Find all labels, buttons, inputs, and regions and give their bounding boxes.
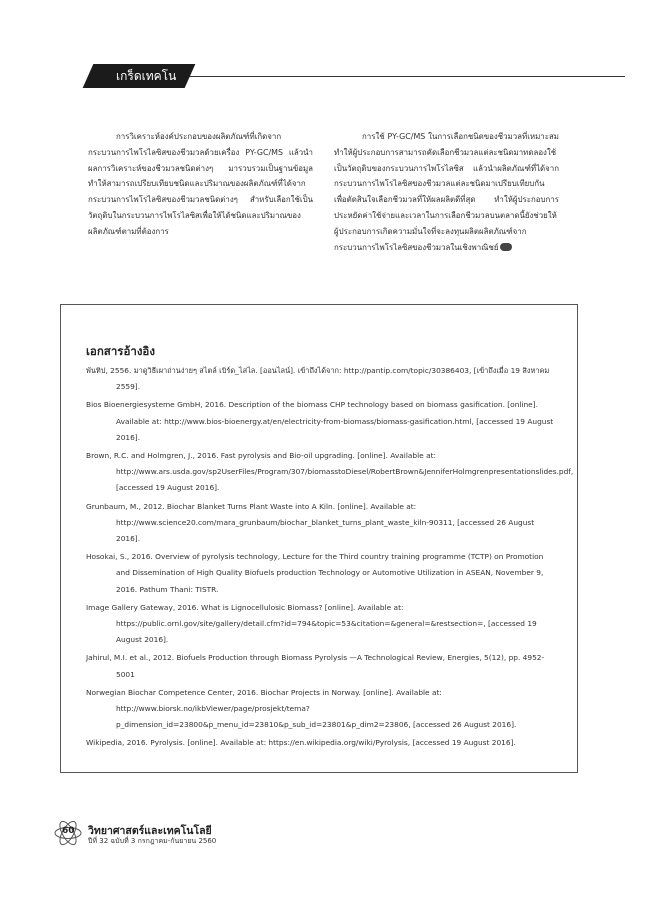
paragraph: การวิเคราะห์องค์ประกอบของผลิตภัณฑ์ที่เกิดจากกระบวนการไพโรไลซิสของชีวมวลด้วยเครื่อง PY-GC/MS แล้วนำผลการวิเคราะห์ของชีวมวลชนิดต่างๆ มารวบรวมเป็นฐานข้อมูล ทำให้สามารถเปรียบเทียบชนิดและปริมาณของผลิตภัณฑ์ที่ได้จากกระบวนการไพโรไลซิสของชีวมวลชนิดต่างๆ สำหรับเลือกใช้เป็นวัตถุดิบในกระบวนการไพโรไลซิสเพื่อให้ได้ชนิดและปริมาณของผลิตภัณฑ์ตามที่ต้องการ — [88, 132, 313, 236]
reference-item: Grunbaum, M., 2012. Biochar Blanket Turns Plant Waste into A Kiln. [online]. Available at: http://www.science20.com/mara_grunbaum/biochar_blanket_turns_plant_waste_kiln-90311, [accessed 26 August 2016]. — [86, 501, 535, 544]
reference-item: Bios Bioenergiesysteme GmbH, 2016. Description of the biomass CHP technology based on biomass gasification. [online]. Available at: http://www.bios-bioenergy.at/en/electricity-from-biomass/biomass-gasification.html, [accessed 19 August 2016]. — [86, 400, 554, 442]
article-column-right — [334, 129, 559, 255]
references-list — [86, 363, 574, 754]
page-number: 60 — [62, 826, 75, 836]
reference-item: Jahirul, M.I. et al., 2012. Biofuels Production through Biomass Pyrolysis —A Technological Review, Energies, 5(12), pp. 4952-5001 — [86, 653, 545, 679]
magazine-title: วิทยาศาสตร์และเทคโนโลยี — [88, 825, 212, 837]
references-title: เอกสารอ้างอิง — [86, 344, 155, 358]
reference-item: Hosokai, S., 2016. Overview of pyrolysis technology, Lecture for the Third country training programme (TCTP) on Promotion and Dissemination of High Quality Biofuels production Technology or Automotive Utilization in ASEAN, November 9, 2016. Pathum Thani: TISTR. — [86, 552, 544, 594]
reference-item: Wikipedia, 2016. Pyrolysis. [online]. Available at: https://en.wikipedia.org/wiki/Pyrolysis, [accessed 19 August 2016]. — [86, 738, 516, 748]
reference-item: Image Gallery Gateway, 2016. What is Lignocellulosic Biomass? [online]. Available at: https://public.ornl.gov/site/gallery/detail.cfm?id=794&topic=53&citation=&general=&restsection=, [accessed 19 August 2016]. — [86, 602, 537, 645]
paragraph: การใช้ PY-GC/MS ในการเลือกชนิดของชีวมวลที่เหมาะสมทำให้ผู้ประกอบการสามารถคัดเลือกชีวมวลแต่ละชนิดมาทดลองใช้เป็นวัตถุดิบของกระบวนการไพโรไลซิส แล้วนำผลิตภัณฑ์ที่ได้จากกระบวนการไพโรไลซิสของชีวมวลแต่ละชนิดมาเปรียบเทียบกัน เพื่อตัดสินใจเลือกชีวมวลที่ให้ผลผลิตดีที่สุด ทำให้ผู้ประกอบการประหยัดค่าใช้จ่ายและเวลาในการเลือกชีวมวลบนตลาดนี้ยังช่วยให้ผู้ประกอบการเกิดความมั่นใจที่จะลงทุนผลิตผลิตภัณฑ์จากกระบวนการไพโรไลซิสของชีวมวลในเชิงพาณิชย์ — [334, 132, 559, 252]
section-title: เกร็ดเทคโน — [116, 69, 177, 83]
reference-item: Brown, R.C. and Holmgren, J., 2016. Fast pyrolysis and Bio-oil upgrading. [online]. Available at: http://www.ars.usda.gov/sp2UserFiles/Program/307/biomasstoDiesel/RobertBrown&JenniferHolmgrenpresentationslides.pdf, [accessed 19 August 2016]. — [86, 451, 574, 493]
article-column-left — [88, 129, 313, 240]
issue-info: ปีที่ 32 ฉบับที่ 3 กรกฎาคม-กันยายน 2560 — [88, 837, 217, 845]
reference-item: พันทิป, 2556. มาดูวิธีเผาถ่านง่ายๆ สไตล์ เบิร์ด_ไสไล. [ออนไลน์]. เข้าถึงได้จาก: http://pantip.com/topic/30386403, [เข้าถึงเมื่อ 19 สิงหาคม 2559]. — [86, 366, 550, 392]
end-mark-icon — [500, 243, 512, 251]
reference-item: Norwegian Biochar Competence Center, 2016. Biochar Projects in Norway. [online]. Available at: http://www.biorsk.no/ikbViewer/page/prosjekt/tema?p_dimension_id=23800&p_menu_id=23810&p_sub_id=23801&p_dim2=23806, [accessed 26 August 2016]. — [86, 687, 517, 730]
